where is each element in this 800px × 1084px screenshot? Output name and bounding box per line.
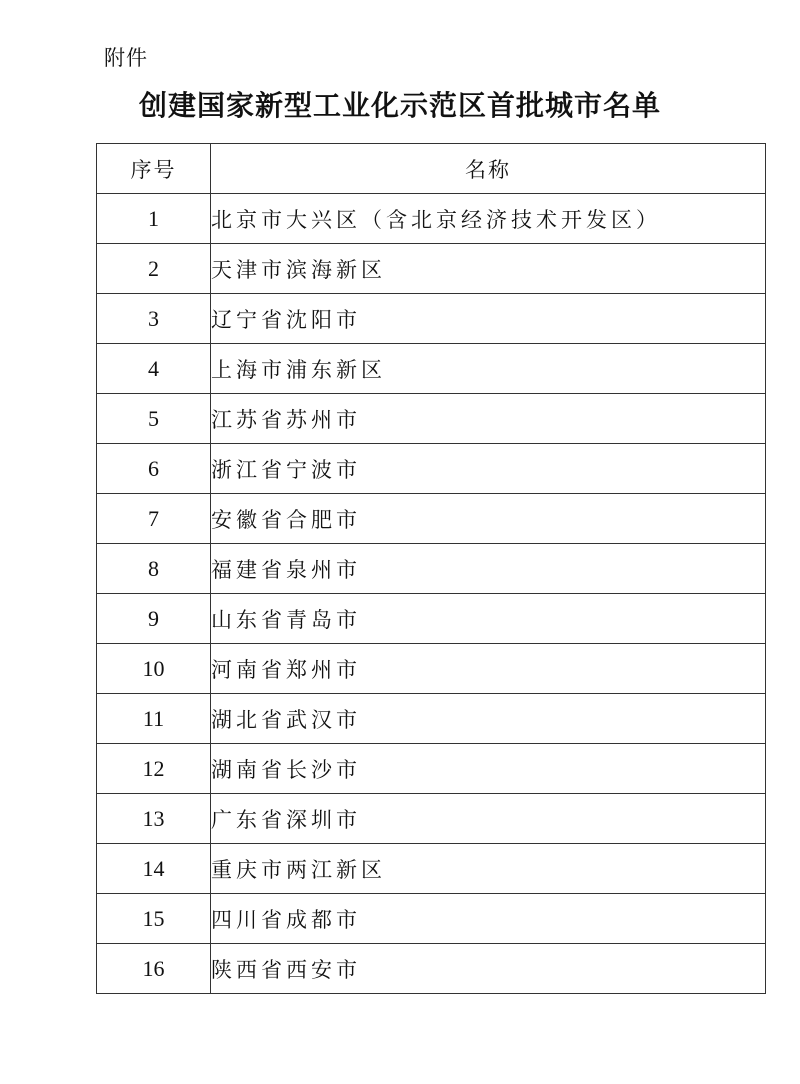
row-city-name: 福建省泉州市 xyxy=(211,544,766,594)
table-row xyxy=(97,944,766,994)
row-city-name: 广东省深圳市 xyxy=(211,794,766,844)
city-list-table xyxy=(96,143,766,994)
row-city-name: 湖北省武汉市 xyxy=(211,694,766,744)
row-city-name: 山东省青岛市 xyxy=(211,594,766,644)
row-index: 12 xyxy=(97,744,211,794)
row-city-name: 上海市浦东新区 xyxy=(211,344,766,394)
table-row xyxy=(97,694,766,744)
row-index: 5 xyxy=(97,394,211,444)
row-index: 16 xyxy=(97,944,211,994)
row-city-name: 辽宁省沈阳市 xyxy=(211,294,766,344)
row-index: 6 xyxy=(97,444,211,494)
document-title: 创建国家新型工业化示范区首批城市名单 xyxy=(138,89,661,122)
row-index: 3 xyxy=(97,294,211,344)
row-city-name: 重庆市两江新区 xyxy=(211,844,766,894)
row-index: 8 xyxy=(97,544,211,594)
row-city-name: 浙江省宁波市 xyxy=(211,444,766,494)
row-index: 11 xyxy=(97,694,211,744)
table-row xyxy=(97,444,766,494)
row-city-name: 陕西省西安市 xyxy=(211,944,766,994)
table-row xyxy=(97,244,766,294)
table-row xyxy=(97,194,766,244)
row-index: 4 xyxy=(97,344,211,394)
row-city-name: 北京市大兴区（含北京经济技术开发区） xyxy=(211,194,766,244)
row-index: 7 xyxy=(97,494,211,544)
row-index: 2 xyxy=(97,244,211,294)
row-index: 9 xyxy=(97,594,211,644)
table-row xyxy=(97,894,766,944)
table-row xyxy=(97,494,766,544)
table-row xyxy=(97,394,766,444)
table-row xyxy=(97,744,766,794)
row-index: 13 xyxy=(97,794,211,844)
table-row xyxy=(97,794,766,844)
row-index: 15 xyxy=(97,894,211,944)
table-row xyxy=(97,344,766,394)
row-index: 1 xyxy=(97,194,211,244)
attachment-label: 附件 xyxy=(104,46,148,70)
row-city-name: 江苏省苏州市 xyxy=(211,394,766,444)
row-city-name: 天津市滨海新区 xyxy=(211,244,766,294)
header-name: 名称 xyxy=(211,144,766,194)
header-row xyxy=(97,144,766,194)
row-city-name: 四川省成都市 xyxy=(211,894,766,944)
table-row xyxy=(97,544,766,594)
row-city-name: 河南省郑州市 xyxy=(211,644,766,694)
table-row xyxy=(97,594,766,644)
table-header xyxy=(97,144,766,194)
table-row xyxy=(97,644,766,694)
table-row xyxy=(97,294,766,344)
table-row xyxy=(97,844,766,894)
row-city-name: 湖南省长沙市 xyxy=(211,744,766,794)
header-index: 序号 xyxy=(97,144,211,194)
table-body xyxy=(97,194,766,994)
row-city-name: 安徽省合肥市 xyxy=(211,494,766,544)
row-index: 14 xyxy=(97,844,211,894)
row-index: 10 xyxy=(97,644,211,694)
